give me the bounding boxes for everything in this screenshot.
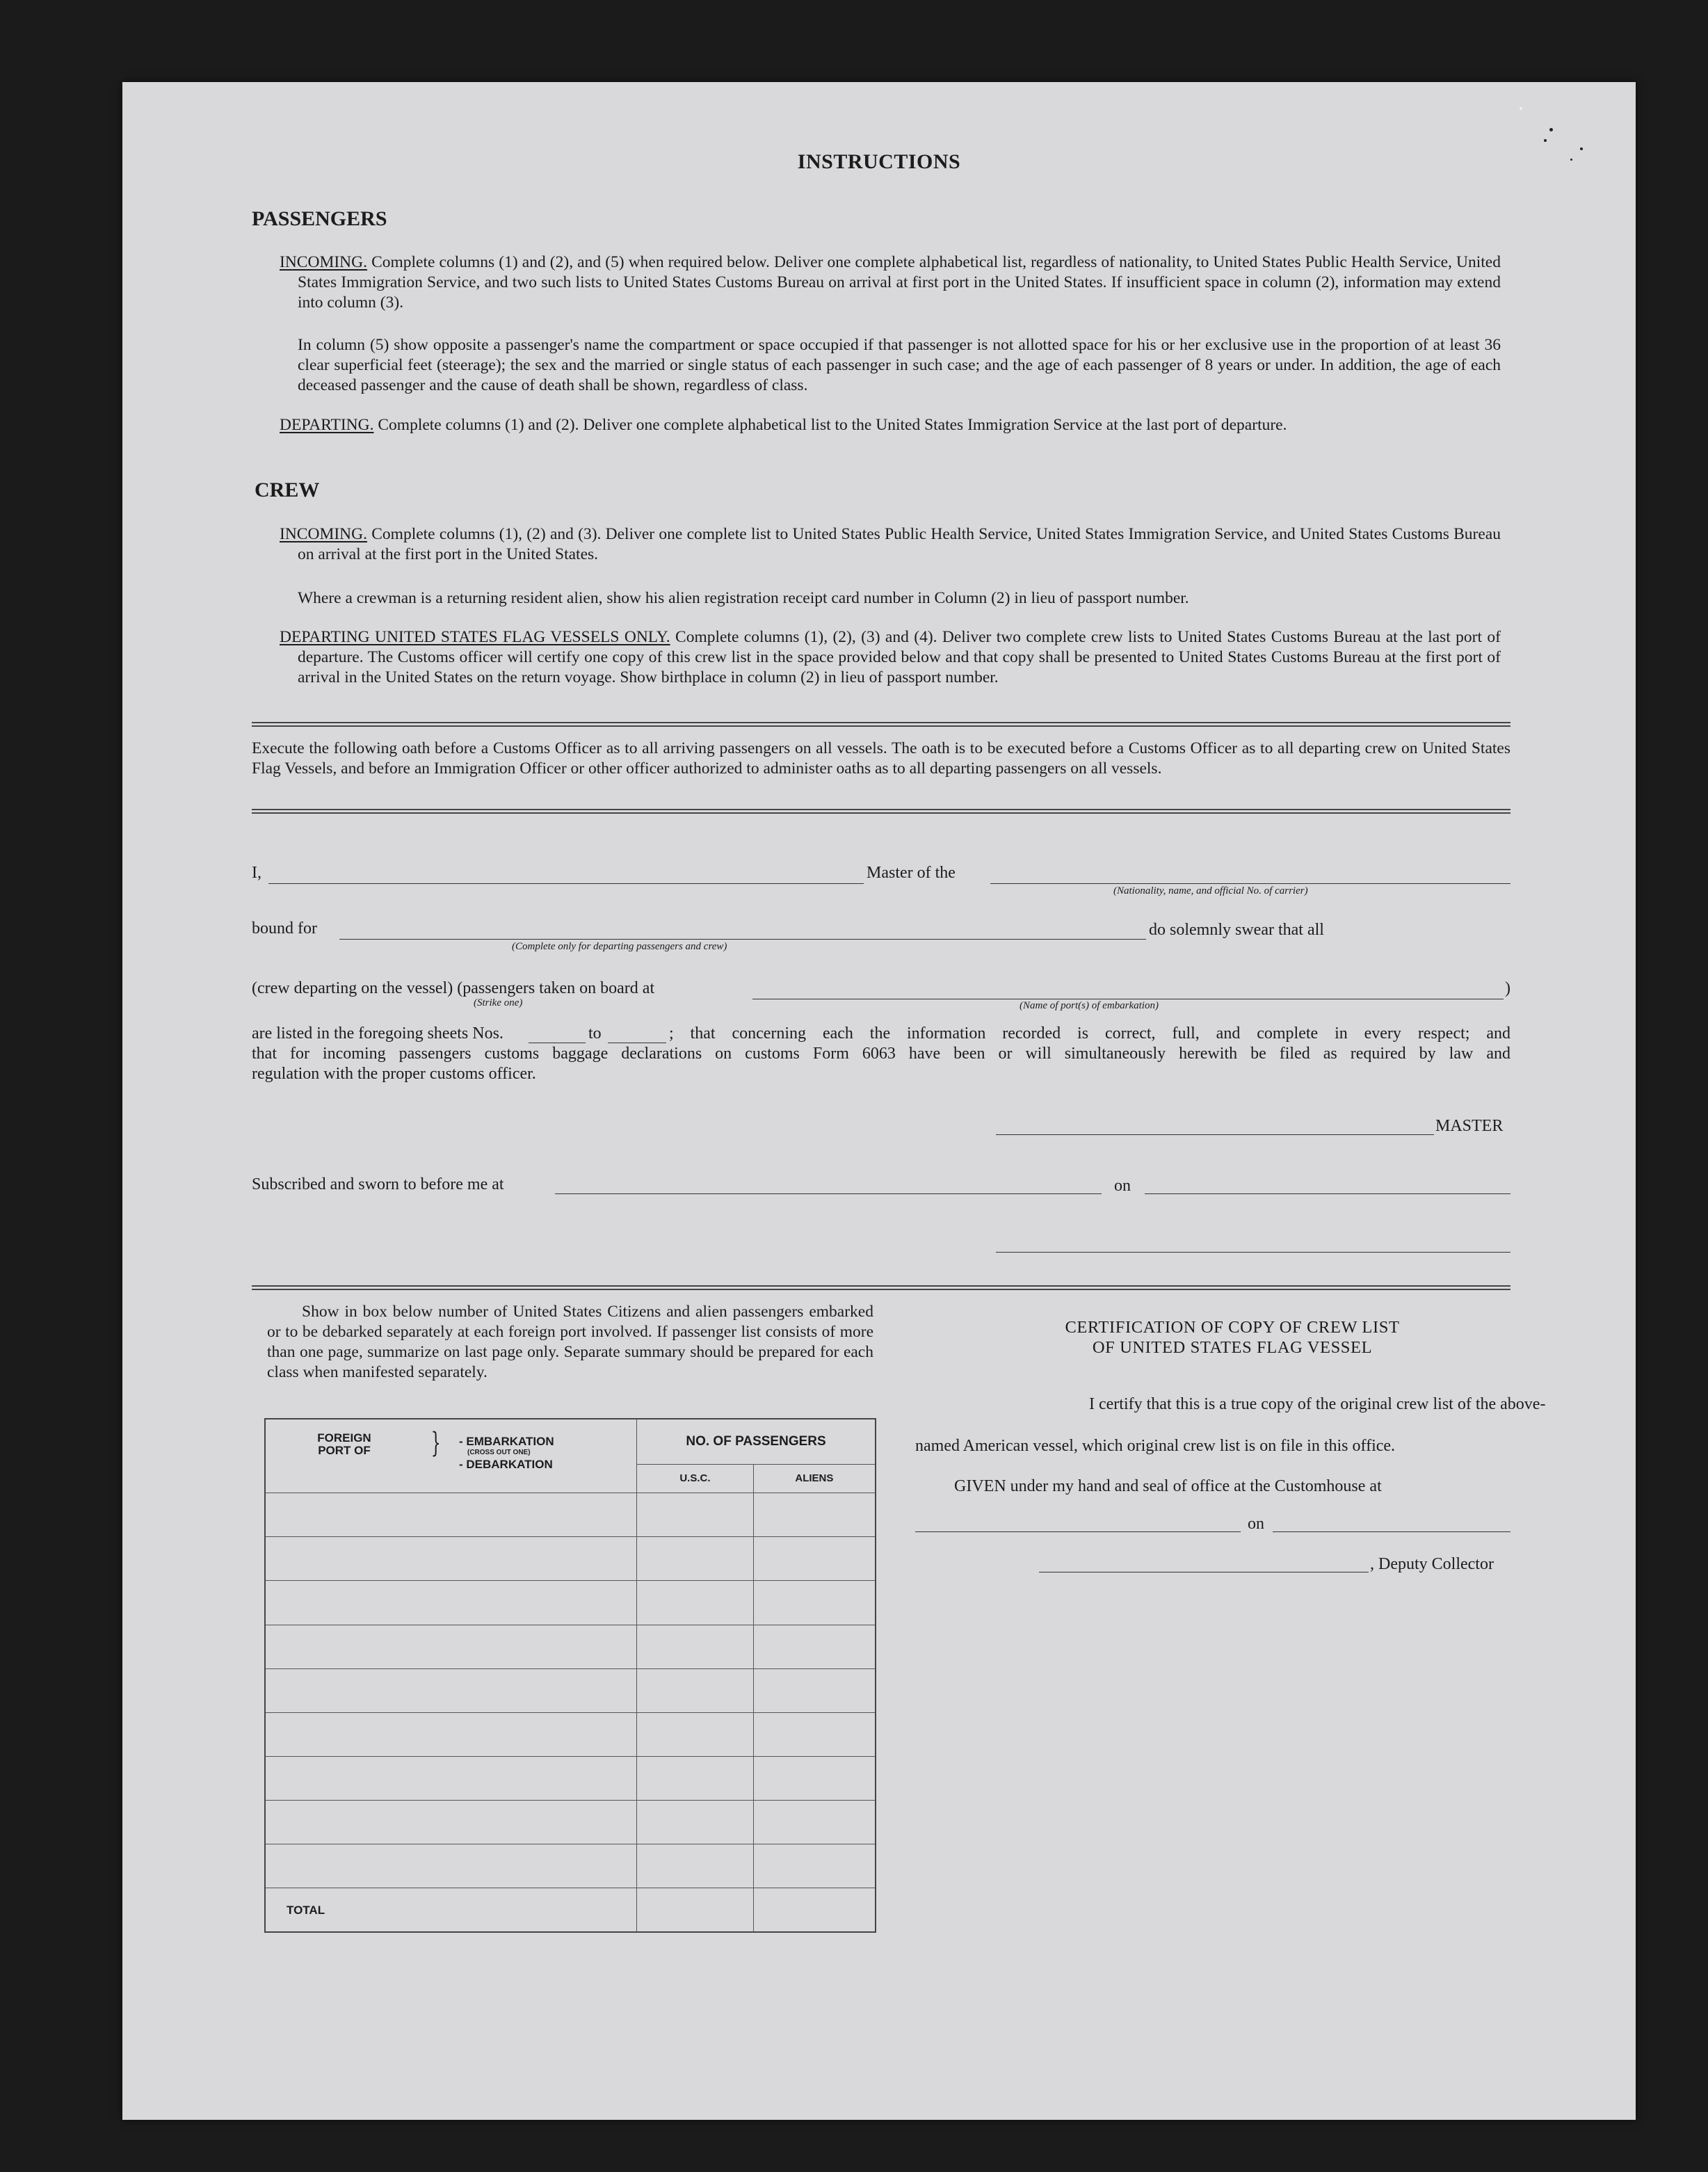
passengers-heading: PASSENGERS [252, 207, 387, 230]
passengers-incoming-paragraph [280, 252, 1501, 313]
usc-total-cell[interactable] [637, 1888, 754, 1932]
usc-cell[interactable] [637, 1493, 754, 1537]
given-label: GIVEN under my hand and seal of office at the Customhouse at [954, 1477, 1382, 1495]
passengers-departing-text: Complete columns (1) and (2). Deliver one complete alphabetical list to the United States Immigration Service at the last port of departure. [373, 416, 1287, 434]
table-row [265, 1537, 876, 1581]
aliens-cell[interactable] [753, 1537, 876, 1581]
certify-line1: I certify that this is a true copy of the original crew list of the above- [1089, 1395, 1546, 1413]
port-cell[interactable] [265, 1712, 637, 1756]
table-row [265, 1844, 876, 1888]
foreign-port-header [265, 1419, 637, 1493]
double-rule [252, 809, 1510, 814]
dust-speck [1544, 139, 1547, 142]
usc-cell[interactable] [637, 1668, 754, 1712]
total-row [265, 1888, 876, 1932]
double-rule [252, 1285, 1510, 1290]
swear-label: do solemnly swear that all [1149, 921, 1324, 939]
usc-cell[interactable] [637, 1756, 754, 1800]
port-cell[interactable] [265, 1537, 637, 1581]
aliens-cell[interactable] [753, 1581, 876, 1625]
ports-caption: (Name of port(s) of embarkation) [1020, 1000, 1159, 1011]
table-row [265, 1493, 876, 1537]
passengers-incoming-label: INCOMING. [280, 253, 367, 271]
page-title: INSTRUCTIONS [797, 150, 961, 173]
listed-line3: regulation with the proper customs officer. [252, 1065, 536, 1083]
port-cell[interactable] [265, 1493, 637, 1537]
usc-cell[interactable] [637, 1712, 754, 1756]
table-row [265, 1581, 876, 1625]
listed-line2: that for incoming passengers customs baggage declarations on customs Form 6063 have been or will simultaneously herewith be filed as required by law and [252, 1045, 1510, 1063]
table-row [265, 1625, 876, 1668]
given-date-field[interactable] [1273, 1531, 1510, 1532]
table-row [265, 1801, 876, 1844]
listed-sheets-label: are listed in the foregoing sheets Nos. [252, 1024, 503, 1043]
dust-speck [1549, 128, 1553, 131]
crew-flag-vessels-paragraph [280, 627, 1501, 688]
dust-speck [1520, 107, 1522, 110]
usc-cell[interactable] [637, 1581, 754, 1625]
sworn-on-label: on [1114, 1177, 1131, 1195]
port-cell[interactable] [265, 1756, 637, 1800]
crew-incoming-text: Complete columns (1), (2) and (3). Deliver one complete list to United States Public Health Service, United States Immigration Service, and United States Customs Bureau on arrival at the first port in the United States. [298, 525, 1501, 563]
bound-for-field[interactable] [339, 939, 1146, 940]
dust-speck [1580, 147, 1583, 150]
port-cell[interactable] [265, 1668, 637, 1712]
oath-i-label: I, [252, 864, 261, 882]
master-name-field[interactable] [268, 883, 864, 884]
certification-heading-line1: CERTIFICATION OF COPY OF CREW LIST [1065, 1318, 1400, 1337]
aliens-cell[interactable] [753, 1493, 876, 1537]
bound-for-label: bound for [252, 919, 317, 938]
table-row [265, 1756, 876, 1800]
form-page [122, 82, 1636, 2120]
port-cell[interactable] [265, 1625, 637, 1668]
strike-one-caption: (Strike one) [474, 997, 523, 1008]
certification-heading [1038, 1317, 1427, 1358]
officer-signature-field[interactable] [996, 1252, 1510, 1253]
passengers-column5-paragraph: In column (5) show opposite a passenger's name the compartment or space occupied if that passenger is not allotted space for his or her exclusive use in the proportion of at least 36 clear superficial feet (steerage); the sex and the married or single status of each passenger in such case; and the age of each passenger of 8 years or under. In addition, the age of each deceased passenger and the cause of death shall be shown, regardless of class. [298, 336, 1501, 394]
close-paren: ) [1505, 979, 1510, 997]
aliens-cell[interactable] [753, 1844, 876, 1888]
carrier-caption: (Nationality, name, and official No. of carrier) [1113, 885, 1308, 896]
usc-cell[interactable] [637, 1801, 754, 1844]
usc-cell[interactable] [637, 1844, 754, 1888]
certification-heading-line2: OF UNITED STATES FLAG VESSEL [1092, 1338, 1373, 1357]
dust-speck [1570, 159, 1572, 161]
aliens-cell[interactable] [753, 1625, 876, 1668]
usc-cell[interactable] [637, 1625, 754, 1668]
listed-to-label: to [588, 1024, 602, 1043]
aliens-header: ALIENS [753, 1464, 876, 1493]
crew-flag-vessels-label: DEPARTING UNITED STATES FLAG VESSELS ONLY. [280, 628, 670, 646]
complete-only-caption: (Complete only for departing passengers and crew) [512, 941, 727, 952]
passengers-incoming-text: Complete columns (1) and (2), and (5) when required below. Deliver one complete alphabetical list, regardless of nationality, to United States Public Health Service, United States Immigration Service, and two such lists to United States Customs Bureau on arrival at first port in the United States. If insufficient space in column (2), information may extend into column (3). [298, 253, 1501, 312]
customhouse-field[interactable] [915, 1531, 1241, 1532]
summary-note: Show in box below number of United States Citizens and alien passengers embarked or to be debarked separately at each foreign port involved. If passenger list consists of more than one page, summarize on last page only. Separate summary should be prepared for each class when manifested separately. [267, 1303, 873, 1381]
sworn-place-field[interactable] [555, 1193, 1102, 1194]
crew-resident-paragraph: Where a crewman is a returning resident alien, show his alien registration receipt card number in Column (2) in lieu of passport number. [298, 589, 1189, 607]
deputy-collector-label: , Deputy Collector [1370, 1555, 1494, 1573]
crew-heading: CREW [255, 478, 320, 501]
crew-flag-vessels-text: Complete columns (1), (2), (3) and (4). Deliver two complete crew lists to United States Customs Bureau at the last port of departure. The Customs officer will certify one copy of this crew list in the space provided below and that copy shall be presented to United States Customs Bureau at the first port of arrival in the United States on the return voyage. Show birthplace in column (2) in lieu of passport number. [298, 628, 1501, 686]
master-of-the-label: Master of the [867, 864, 956, 882]
foreign-port-of-label: FOREIGN PORT OF [317, 1431, 371, 1457]
aliens-cell[interactable] [753, 1668, 876, 1712]
port-cell[interactable] [265, 1844, 637, 1888]
usc-header: U.S.C. [637, 1464, 754, 1493]
given-on-label: on [1248, 1515, 1264, 1533]
cross-out-caption: (CROSS OUT ONE) [467, 1449, 531, 1456]
crew-departing-label: (crew departing on the vessel) (passengers taken on board at [252, 979, 655, 997]
master-signature-field[interactable] [996, 1134, 1434, 1135]
sworn-date-field[interactable] [1145, 1193, 1510, 1194]
double-rule [252, 722, 1510, 727]
port-cell[interactable] [265, 1581, 637, 1625]
crew-incoming-paragraph [280, 524, 1501, 565]
embarkation-label: - EMBARKATION [459, 1435, 554, 1448]
passengers-departing-label: DEPARTING. [280, 416, 374, 434]
aliens-cell[interactable] [753, 1756, 876, 1800]
brace-icon: } [430, 1427, 441, 1459]
aliens-cell[interactable] [753, 1801, 876, 1844]
passenger-summary-table [264, 1418, 876, 1933]
usc-cell[interactable] [637, 1537, 754, 1581]
passengers-departing-paragraph [280, 415, 1501, 435]
aliens-cell[interactable] [753, 1712, 876, 1756]
total-label: TOTAL [287, 1904, 325, 1917]
total-label-cell [265, 1888, 637, 1932]
debarkation-label: - DEBARKATION [459, 1458, 553, 1471]
master-label: MASTER [1435, 1117, 1504, 1135]
table-row [265, 1668, 876, 1712]
port-cell[interactable] [265, 1801, 637, 1844]
aliens-total-cell[interactable] [753, 1888, 876, 1932]
subscribed-label: Subscribed and sworn to before me at [252, 1175, 504, 1193]
crew-incoming-label: INCOMING. [280, 525, 367, 543]
carrier-field[interactable] [990, 883, 1510, 884]
oath-instructions: Execute the following oath before a Customs Officer as to all arriving passengers on all vessels. The oath is to be executed before a Customs Officer as to all departing crew on United States Flag Vessels, and before an Immigration Officer or other officer authorized to administer oaths as to all departing passengers on all vessels. [252, 739, 1510, 778]
certify-line2: named American vessel, which original crew list is on file in this office. [915, 1437, 1396, 1455]
table-row [265, 1712, 876, 1756]
no-of-passengers-header: NO. OF PASSENGERS [637, 1419, 876, 1464]
listed-post-text: ; that concerning each the information recorded is correct, full, and complete in every respect; and [669, 1024, 1510, 1043]
